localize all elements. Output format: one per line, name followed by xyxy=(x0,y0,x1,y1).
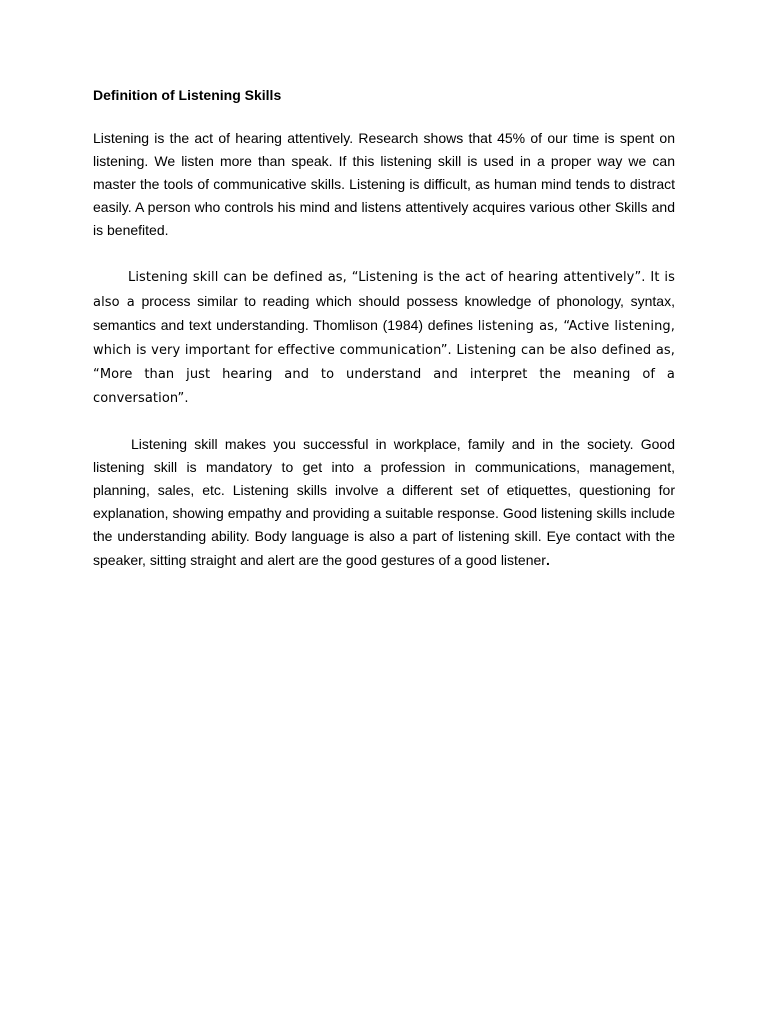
paragraph-2-part-1: Listening skill can be defined as, “Listening is the act of hearing attentively”. It is also a xyxy=(93,270,675,310)
paragraph-2-part-2: process similar to reading which should possess knowledge of phonology, syntax, semantics and text understanding. Thomlison (1984) defines xyxy=(93,292,675,333)
paragraph-3 xyxy=(93,433,675,572)
paragraph-2 xyxy=(93,265,675,410)
paragraph-3-end: . xyxy=(545,551,550,568)
document-page xyxy=(93,86,675,595)
paragraph-3-body: Listening skill makes you successful in workplace, family and in the society. Good listening skill is mandatory to get into a profession in communications, management, planning, sales, etc. Listening skills involve a different set of etiquettes, questioning for explanation, showing empathy and providing a suitable response. Good listening skills include the understanding ability. Body language is also a part of listening skill. Eye contact with the speaker, sitting straight and alert are the good gestures of a good listener xyxy=(93,436,675,568)
paragraph-1: Listening is the act of hearing attentively. Research shows that 45% of our time is spent on listening. We listen more than speak. If this listening skill is used in a proper way we can master the tools of communicative skills. Listening is difficult, as human mind tends to distract easily. A person who controls his mind and listens attentively acquires various other Skills and is benefited. xyxy=(93,130,675,239)
paragraph-2-part-3: listening as, “Active listening, which is very important for effective communication”. Listening can be also defined as, “More than just hearing and to understand and interpret the meaning of a conversation”. xyxy=(93,318,675,406)
document-title: Definition of Listening Skills xyxy=(93,87,282,103)
